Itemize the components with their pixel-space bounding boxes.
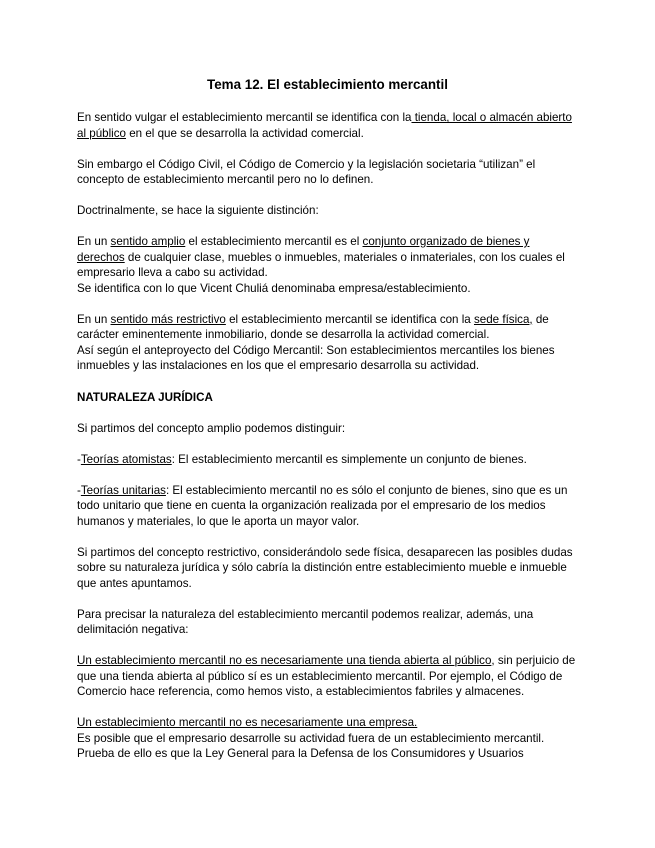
underlined-text: sentido amplio: [110, 235, 186, 248]
paragraph-vicent-chulia: Se identifica con lo que Vicent Chuliá denominaba empresa/establecimiento.: [77, 281, 471, 295]
paragraph-doctrinal: Doctrinalmente, se hace la siguiente distinción:: [77, 204, 319, 217]
underlined-text: Un establecimiento mercantil no es necesariamente una empresa.: [77, 716, 418, 729]
paragraph-no-empresa: [77, 715, 577, 731]
text: : El establecimiento mercantil es simplemente un conjunto de bienes.: [171, 452, 527, 466]
page-title: Tema 12. El establecimiento mercantil: [207, 77, 448, 92]
text: el establecimiento mercantil es el: [185, 235, 363, 248]
text: en el que se desarrolla la actividad comercial.: [126, 126, 364, 140]
paragraph-sentido-amplio: [77, 234, 577, 281]
text: -: [77, 452, 81, 466]
text: -: [77, 483, 81, 497]
underlined-text: Teorías atomistas: [80, 452, 172, 466]
paragraph-teorias-unitarias: [77, 483, 577, 530]
underlined-text: Teorías unitarias: [80, 483, 166, 497]
underlined-text: sede física,: [473, 312, 533, 326]
paragraph-teorias-atomistas: [77, 452, 577, 468]
underlined-text: tienda, local o almacén abierto al público: [77, 111, 572, 140]
paragraph-concepto-amplio: Si partimos del concepto amplio podemos distinguir:: [77, 421, 346, 435]
paragraph-consumidores: Es posible que el empresario desarrolle su actividad fuera de un establecimiento mercantil. Prueba de ello es que la Ley General para la Defensa de los Consumidores y Usuarios: [77, 731, 545, 760]
document-body: [77, 110, 577, 762]
paragraph-anteproyecto: Así según el anteproyecto del Código Mercantil: Son establecimientos mercantiles los bienes inmuebles y las instalaciones en los que el empresario desarrolla su actividad.: [77, 343, 555, 372]
paragraph-sentido-restrictivo: [77, 312, 577, 343]
paragraph-no-tienda: [77, 653, 577, 700]
text: En un: [77, 235, 111, 248]
paragraph-vulgar-sense: [77, 110, 577, 141]
text: En sentido vulgar el establecimiento mercantil se identifica con la: [77, 111, 412, 124]
text: : El establecimiento mercantil no es sólo el conjunto de bienes, sino que es un todo unitario que tiene en cuenta la organización realizada por el empresario de los medios humanos y materiales, lo que le aporta un mayor valor.: [77, 483, 568, 528]
underlined-text: sentido más restrictivo: [110, 312, 226, 326]
paragraph-codigo-civil: Sin embargo el Código Civil, el Código de Comercio y la legislación societaria “utilizan” el concepto de establecimiento mercantil pero no lo definen.: [77, 157, 536, 186]
text: , sin perjuicio de que una tienda abierta al público sí es un establecimiento mercantil. Por ejemplo, el Código de Comercio hace referencia, como hemos visto, a establecimientos fabriles y almacenes.: [77, 654, 576, 698]
text: En un: [77, 312, 111, 326]
text: el establecimiento mercantil se identifica con la: [225, 312, 474, 326]
section-heading: NATURALEZA JURÍDICA: [77, 390, 213, 404]
paragraph-delimitacion: Para precisar la naturaleza del establecimiento mercantil podemos realizar, además, una delimitación negativa:: [77, 607, 534, 636]
paragraph-concepto-restrictivo: Si partimos del concepto restrictivo, considerándolo sede física, desaparecen las posibles dudas sobre su naturaleza jurídica y sólo cabría la distinción entre establecimiento mueble e inmueble que antes apuntamos.: [77, 545, 573, 590]
underlined-text: Un establecimiento mercantil no es necesariamente una tienda abierta al público: [77, 654, 492, 667]
underlined-text: conjunto organizado de bienes y derechos: [77, 235, 530, 264]
text: de carácter eminentemente inmobiliario, donde se desarrolla la actividad comercial.: [77, 312, 549, 341]
text: de cualquier clase, muebles o inmuebles, materiales o inmateriales, con los cuales el empresario lleva a cabo su actividad.: [77, 250, 565, 279]
